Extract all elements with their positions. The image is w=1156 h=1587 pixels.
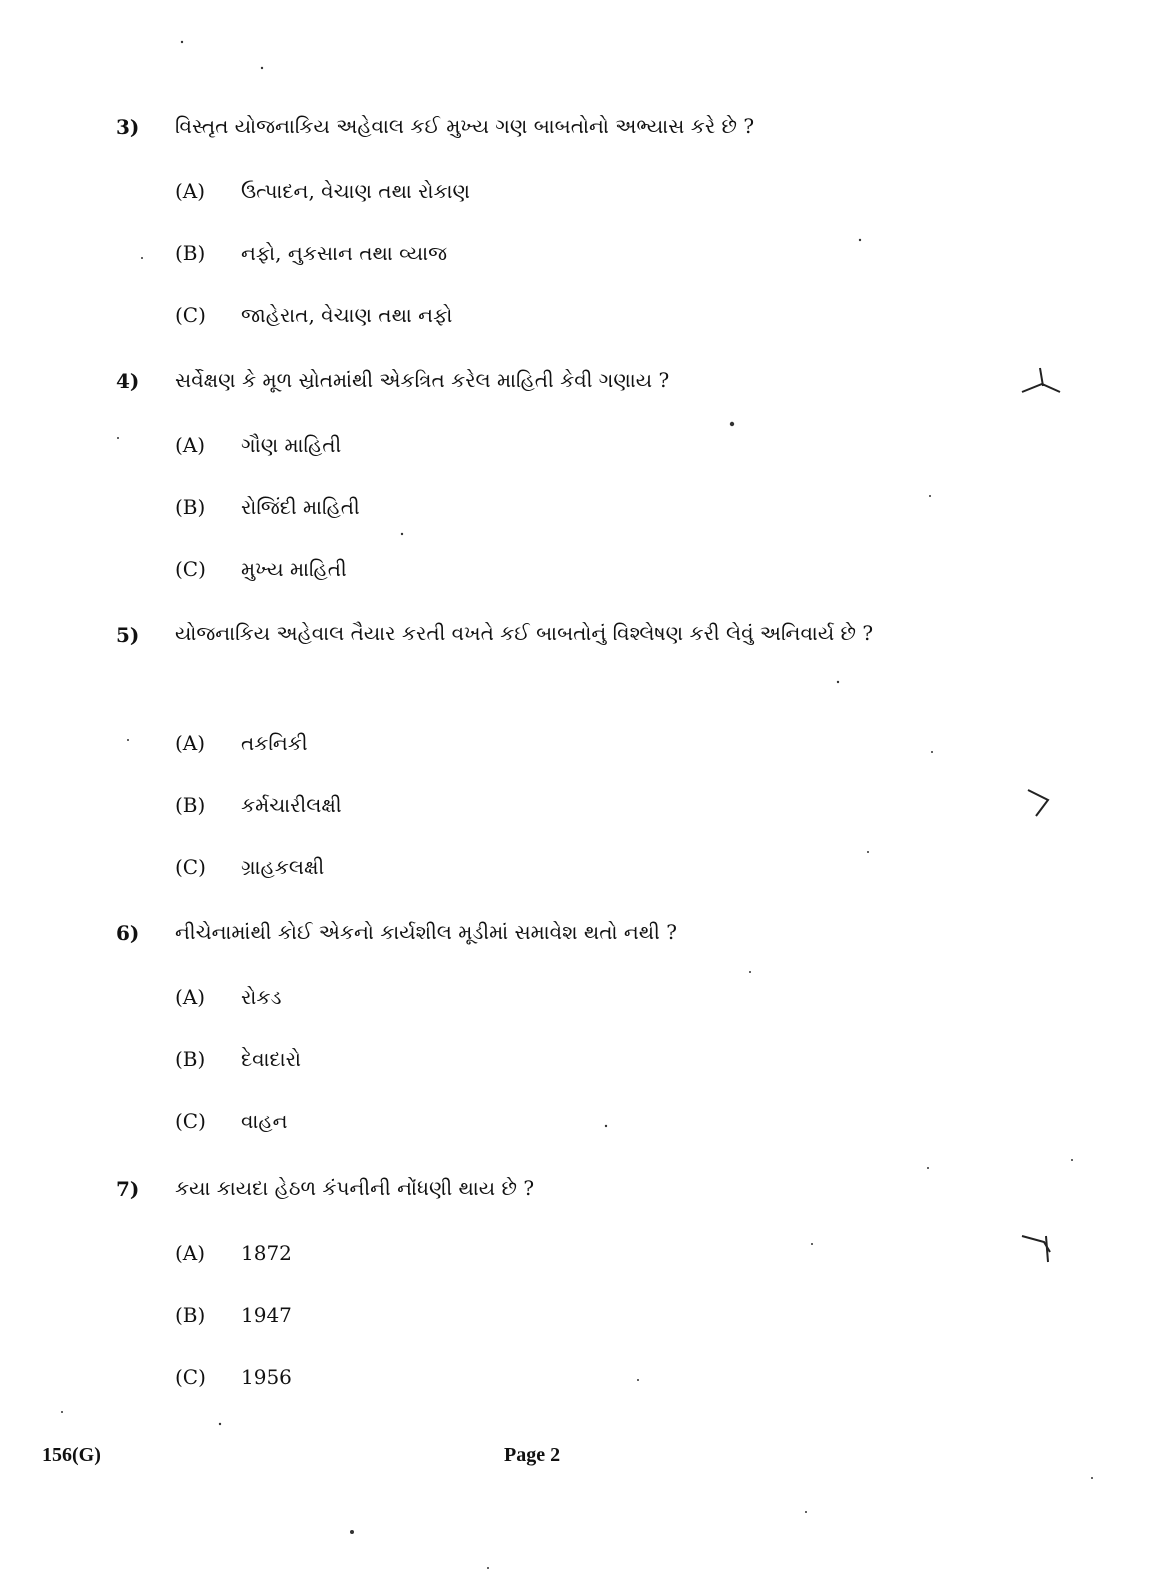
- page-number: Page 2: [504, 1444, 561, 1466]
- option-text: ગૌણ માહિતી: [241, 433, 342, 457]
- question-text: કયા કાયદા હેઠળ કંપનીની નોંધણી થાય છે ?: [175, 1176, 535, 1200]
- option-c: [175, 554, 347, 584]
- question-number: 3): [116, 115, 140, 139]
- option-text: ગ્રાહકલક્ષી: [241, 855, 325, 879]
- option-b: [175, 238, 447, 268]
- option-label: (A): [175, 731, 206, 755]
- option-text: મુખ્ય માહિતી: [241, 557, 347, 581]
- option-text: દેવાદારો: [241, 1047, 301, 1071]
- option-text: નફો, નુકસાન તથા વ્યાજ: [241, 241, 448, 265]
- question-text: નીચેનામાંથી કોઈ એકનો કાર્યશીલ મૂડીમાં સમાવેશ થતો નથી ?: [175, 920, 677, 944]
- option-label: (A): [175, 1241, 206, 1265]
- question-number: 7): [116, 1177, 140, 1201]
- option-a: [175, 176, 470, 206]
- option-text: રોજિંદી માહિતી: [241, 495, 360, 519]
- option-label: (B): [175, 1047, 206, 1071]
- option-text: કર્મચારીલક્ષી: [241, 793, 342, 817]
- paper-code: 156(G): [42, 1444, 101, 1466]
- option-label: (B): [175, 495, 206, 519]
- option-b: [175, 1044, 301, 1074]
- option-label: (B): [175, 1303, 206, 1327]
- option-text: વાહન: [241, 1109, 288, 1133]
- option-c: [175, 852, 324, 882]
- option-c: [175, 1106, 287, 1136]
- option-text: તકનિકી: [241, 731, 308, 755]
- option-c: [175, 300, 452, 330]
- question-number: 4): [116, 369, 140, 393]
- question-number: 6): [116, 921, 140, 945]
- option-text: 1956: [241, 1365, 292, 1389]
- option-a: [175, 728, 308, 758]
- option-text: 1947: [241, 1303, 292, 1327]
- option-label: (B): [175, 241, 206, 265]
- option-label: (B): [175, 793, 206, 817]
- option-a: [175, 430, 341, 460]
- option-label: (C): [175, 1109, 206, 1133]
- option-label: (A): [175, 179, 206, 203]
- option-b: [175, 790, 342, 820]
- option-a: [175, 1238, 292, 1268]
- question-text: યોજનાકિય અહેવાલ તૈયાર કરતી વખતે કઈ બાબતોનું વિશ્લેષણ કરી લેવું અનિવાર્ય છે ?: [175, 621, 874, 645]
- option-c: [175, 1362, 292, 1392]
- option-label: (C): [175, 855, 206, 879]
- option-text: ઉત્પાદન, વેચાણ તથા રોકાણ: [241, 179, 470, 203]
- question-text: સર્વેક્ષણ કે મૂળ સ્રોતમાંથી એકત્રિત કરેલ માહિતી કેવી ગણાય ?: [175, 368, 670, 392]
- option-text: જાહેરાત, વેચાણ તથા નફો: [241, 303, 453, 327]
- option-label: (A): [175, 433, 206, 457]
- option-label: (C): [175, 303, 206, 327]
- option-a: [175, 982, 281, 1012]
- option-text: રોકડ: [241, 985, 282, 1009]
- question-number: 5): [116, 623, 140, 647]
- option-text: 1872: [241, 1241, 292, 1265]
- option-label: (C): [175, 557, 206, 581]
- option-label: (C): [175, 1365, 206, 1389]
- question-text: વિસ્તૃત યોજનાકિય અહેવાલ કઈ મુખ્ય ગણ બાબતોનો અભ્યાસ કરે છે ?: [175, 114, 755, 138]
- option-b: [175, 492, 360, 522]
- option-b: [175, 1300, 292, 1330]
- option-label: (A): [175, 985, 206, 1009]
